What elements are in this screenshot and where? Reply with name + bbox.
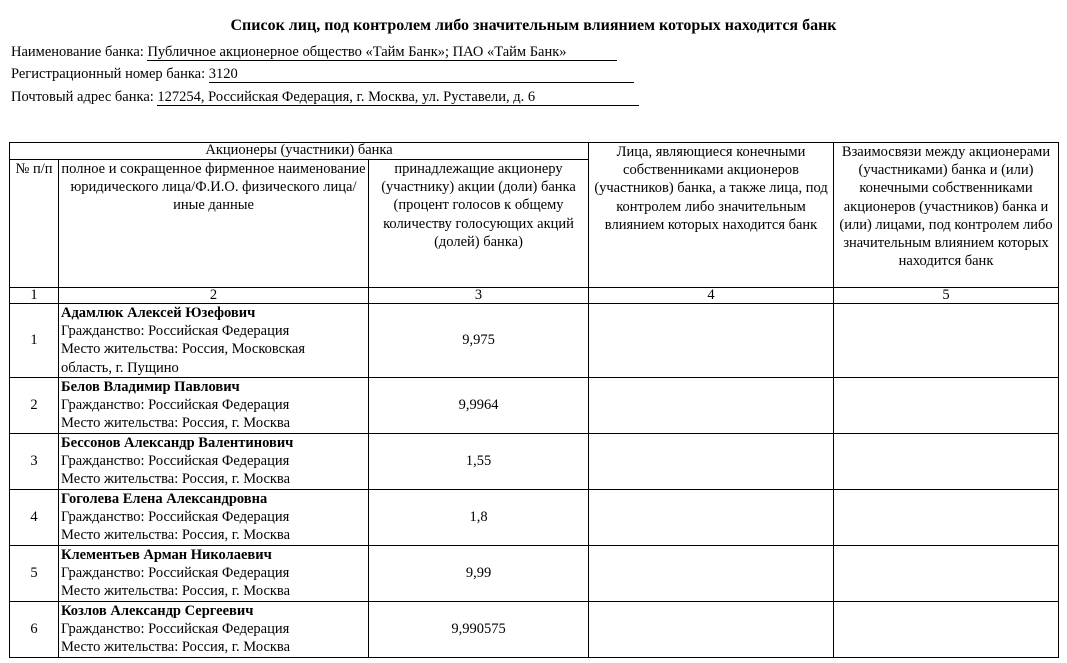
residence: Место жительства: Россия, г. Москва <box>61 527 291 544</box>
citizenship: Гражданство: Российская Федерация <box>61 397 290 414</box>
relations-cell <box>834 602 1059 658</box>
owners-cell <box>589 602 834 658</box>
share-value: 9,9964 <box>369 378 589 434</box>
col4-header: Лица, являющиеся конечными собственниками акционеров (участников) банка, а также лица, под контролем либо значительным влиянием которых находится банк <box>589 143 834 288</box>
shareholder-name: Белов Владимир Павлович <box>61 379 240 395</box>
table-row <box>10 602 1059 658</box>
bank-reg-label: Регистрационный номер банка: <box>11 66 206 82</box>
table-row <box>10 490 1059 546</box>
relations-cell <box>834 378 1059 434</box>
citizenship: Гражданство: Российская Федерация <box>61 323 290 340</box>
col-number: 1 <box>10 288 59 304</box>
col-number: 5 <box>834 288 1059 304</box>
col1-header: № п/п <box>10 160 59 288</box>
row-number: 3 <box>10 434 59 490</box>
shareholder-info <box>59 304 369 378</box>
shareholders-table <box>9 142 1059 658</box>
shareholder-name: Козлов Александр Сергеевич <box>61 603 254 619</box>
citizenship: Гражданство: Российская Федерация <box>61 509 290 526</box>
residence-cont: область, г. Пущино <box>61 359 179 376</box>
row-number: 5 <box>10 546 59 602</box>
shareholder-info <box>59 490 369 546</box>
shareholder-name: Клементьев Арман Николаевич <box>61 547 272 563</box>
residence: Место жительства: Россия, г. Москва <box>61 415 291 432</box>
share-value: 9,99 <box>369 546 589 602</box>
bank-reg-value: 3120 <box>209 67 634 83</box>
bank-address-value: 127254, Российская Федерация, г. Москва, ул. Руставели, д. 6 <box>157 90 639 106</box>
shareholder-info <box>59 378 369 434</box>
col2-header: полное и сокращенное фирменное наименование юридического лица/Ф.И.О. физического лица/иные данные <box>59 160 369 288</box>
bank-address-line <box>11 89 639 106</box>
bank-reg-line <box>11 66 634 83</box>
residence: Место жительства: Россия, г. Москва <box>61 471 291 488</box>
shareholder-name: Адамлюк Алексей Юзефович <box>61 305 256 321</box>
citizenship: Гражданство: Российская Федерация <box>61 565 290 582</box>
col3-header: принадлежащие акционеру (участнику) акции (доли) банка (процент голосов к общему количеству голосующих акций (долей) банка) <box>369 160 589 288</box>
share-value: 1,8 <box>369 490 589 546</box>
shareholder-info <box>59 546 369 602</box>
col-number: 2 <box>59 288 369 304</box>
owners-cell <box>589 434 834 490</box>
share-value: 1,55 <box>369 434 589 490</box>
bank-name-label: Наименование банка: <box>11 44 144 60</box>
owners-cell <box>589 378 834 434</box>
owners-cell <box>589 304 834 378</box>
table-row <box>10 378 1059 434</box>
residence: Место жительства: Россия, г. Москва <box>61 639 291 656</box>
citizenship: Гражданство: Российская Федерация <box>61 453 290 470</box>
table-row <box>10 546 1059 602</box>
shareholder-name: Гоголева Елена Александровна <box>61 491 268 507</box>
row-number: 1 <box>10 304 59 378</box>
relations-cell <box>834 546 1059 602</box>
shareholder-info <box>59 602 369 658</box>
column-number-row <box>10 288 1059 304</box>
share-value: 9,975 <box>369 304 589 378</box>
owners-cell <box>589 546 834 602</box>
table-row <box>10 304 1059 378</box>
row-number: 6 <box>10 602 59 658</box>
relations-cell <box>834 434 1059 490</box>
row-number: 4 <box>10 490 59 546</box>
relations-cell <box>834 304 1059 378</box>
col5-header: Взаимосвязи между акционерами (участниками) банка и (или) конечными собственниками акционеров (участников) банка и (или) лицами, под контролем либо значительным влиянием которых находится банк <box>834 143 1059 288</box>
share-value: 9,990575 <box>369 602 589 658</box>
col-number: 4 <box>589 288 834 304</box>
table-row <box>10 434 1059 490</box>
owners-cell <box>589 490 834 546</box>
bank-address-label: Почтовый адрес банка: <box>11 89 154 105</box>
bank-name-value: Публичное акционерное общество «Тайм Банк»; ПАО «Тайм Банк» <box>147 45 617 61</box>
row-number: 2 <box>10 378 59 434</box>
residence: Место жительства: Россия, г. Москва <box>61 583 291 600</box>
residence: Место жительства: Россия, Московская <box>61 341 306 358</box>
col-number: 3 <box>369 288 589 304</box>
group-header: Акционеры (участники) банка <box>10 143 589 160</box>
document-title: Список лиц, под контролем либо значительным влиянием которых находится банк <box>230 17 837 34</box>
shareholder-info <box>59 434 369 490</box>
bank-name-line <box>11 44 617 61</box>
citizenship: Гражданство: Российская Федерация <box>61 621 290 638</box>
relations-cell <box>834 490 1059 546</box>
shareholder-name: Бессонов Александр Валентинович <box>61 435 294 451</box>
group-header-row <box>10 143 1059 160</box>
